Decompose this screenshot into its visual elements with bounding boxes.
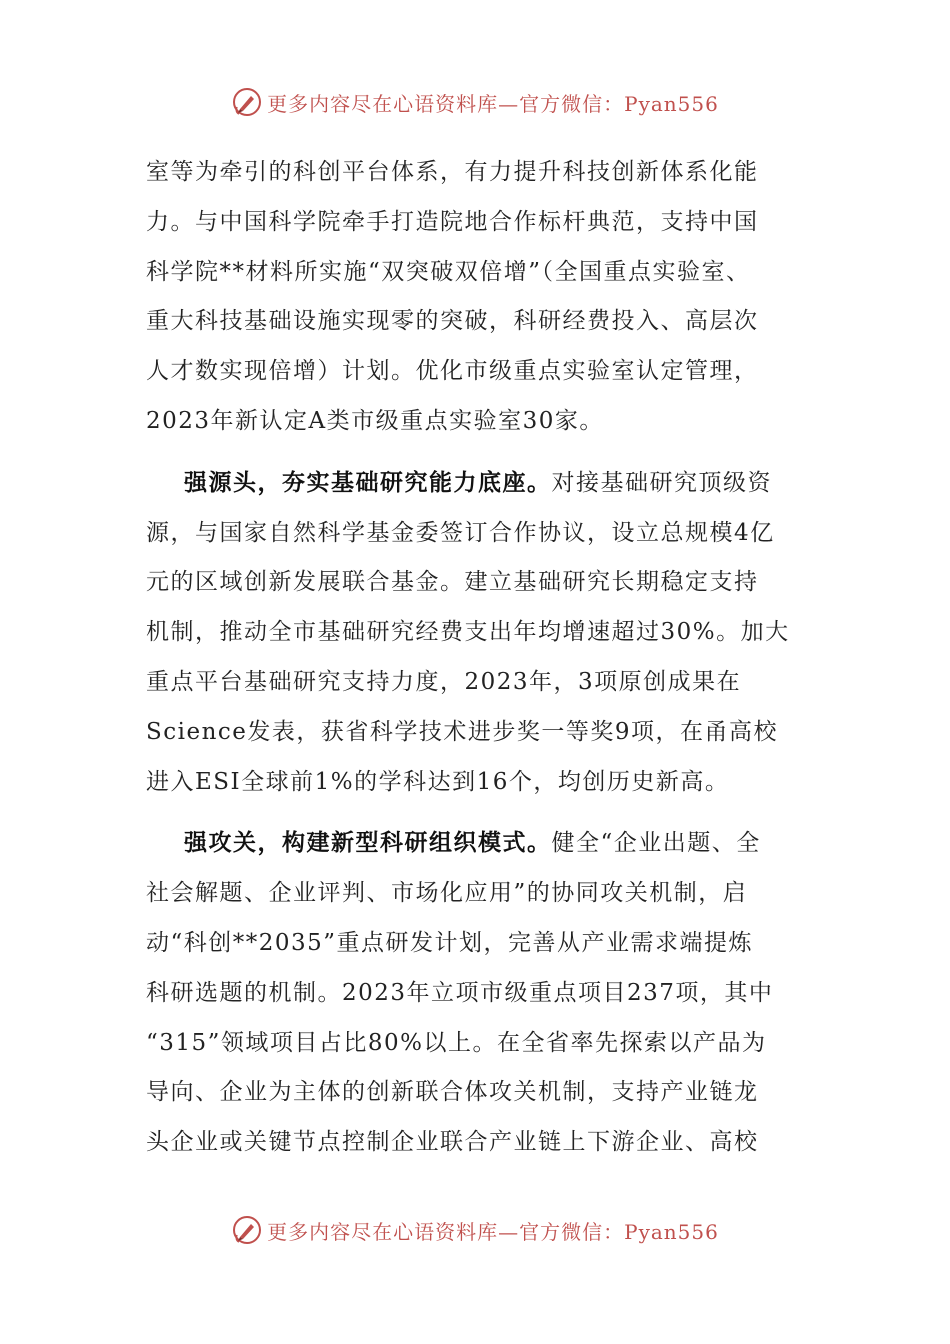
text-line: 进入ESI全球前1%的学科达到16个，均创历史新高。 (146, 768, 730, 795)
text-line: 社会解题、企业评判、市场化应用”的协同攻关机制，启 (146, 880, 748, 907)
text-line: Science发表，获省科学技术进步奖一等奖9项，在甬高校 (146, 718, 779, 745)
text-line: 室等为牵引的科创平台体系，有力提升科技创新体系化能 (146, 159, 759, 185)
pen-nib-icon (231, 1214, 263, 1246)
text-line: 重点平台基础研究支持力度，2023年，3项原创成果在 (146, 668, 742, 695)
text-line: 人才数实现倍增）计划。优化市级重点实验室认定管理， (146, 358, 759, 385)
paragraph (146, 459, 816, 808)
header-banner (0, 82, 950, 122)
footer-banner (0, 1210, 950, 1250)
text-line: 源，与国家自然科学基金委签订合作协议，设立总规模4亿 (146, 519, 775, 546)
pen-nib-icon (231, 86, 263, 118)
banner-text: 更多内容尽在心语资料库—官方微信：Pyan556 (267, 91, 719, 116)
text-line: 动“科创**2035”重点研发计划，完善从产业需求端提炼 (146, 929, 754, 956)
text-run: 健全“企业出题、全 (551, 830, 761, 857)
paragraph (146, 819, 816, 1168)
text-run: 对接基础研究顶级资 (551, 469, 772, 496)
document-body (146, 148, 816, 1168)
paragraph (146, 148, 816, 447)
text-line: 元的区域创新发展联合基金。建立基础研究长期稳定支持 (146, 569, 759, 596)
text-line: 头企业或关键节点控制企业联合产业链上下游企业、高校 (146, 1129, 759, 1156)
section-heading: 强攻关，构建新型科研组织模式。 (184, 830, 552, 857)
text-line: 2023年新认定A类市级重点实验室30家。 (146, 407, 604, 434)
text-line: 重大科技基础设施实现零的突破，科研经费投入、高层次 (146, 308, 759, 335)
text-line: 科研选题的机制。2023年立项市级重点项目237项，其中 (146, 979, 774, 1006)
text-line (146, 459, 816, 509)
text-line: “315”领域项目占比80%以上。在全省率先探索以产品为 (146, 1029, 767, 1056)
banner-text: 更多内容尽在心语资料库—官方微信：Pyan556 (267, 1219, 719, 1244)
text-line (146, 819, 816, 869)
text-line: 导向、企业为主体的创新联合体攻关机制，支持产业链龙 (146, 1079, 759, 1106)
text-line: 力。与中国科学院牵手打造院地合作标杆典范，支持中国 (146, 208, 759, 235)
text-line: 机制，推动全市基础研究经费支出年均增速超过30%。加大 (146, 619, 790, 646)
text-line: 科学院**材料所实施“双突破双倍增”（全国重点实验室、 (146, 258, 751, 285)
section-heading: 强源头，夯实基础研究能力底座。 (184, 469, 552, 496)
